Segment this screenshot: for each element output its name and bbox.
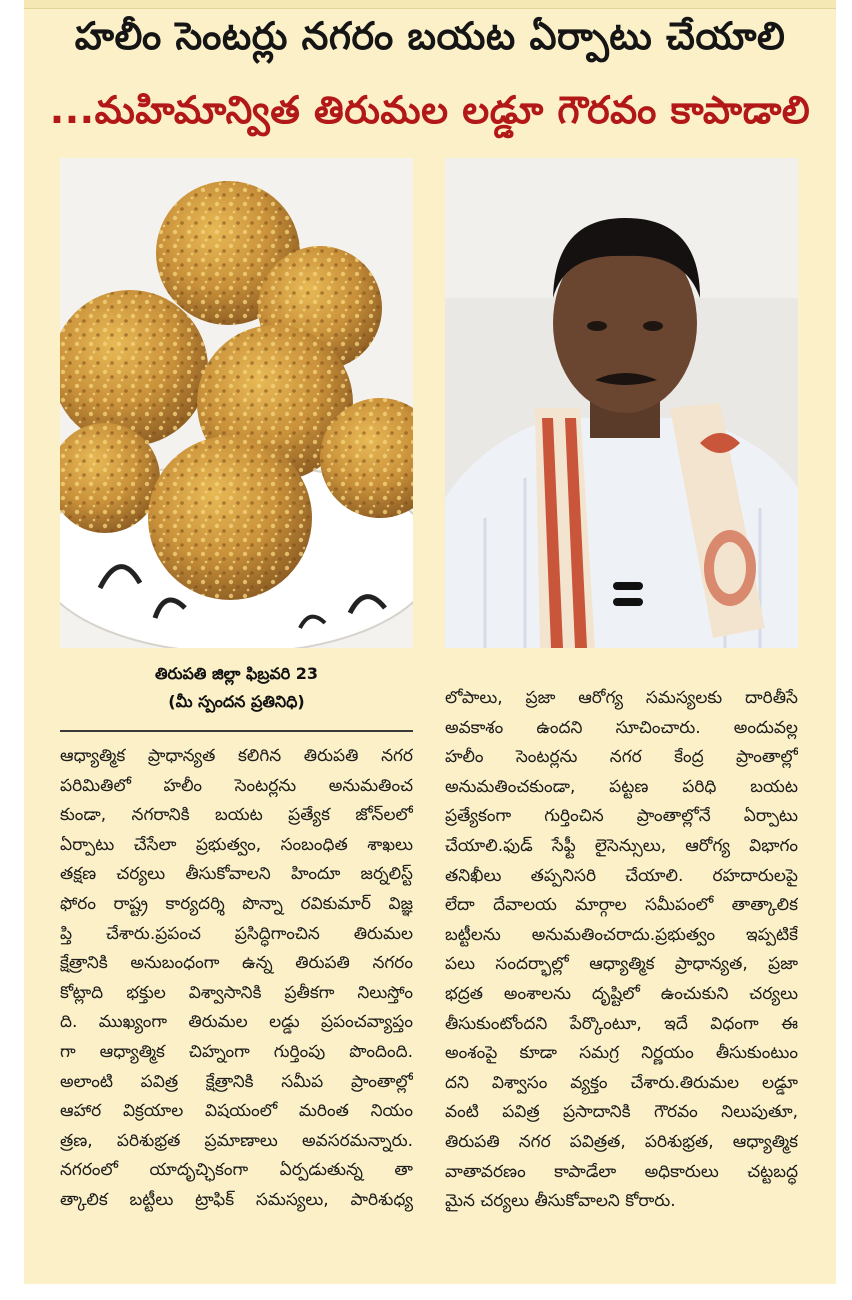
laddu-photo <box>60 158 413 648</box>
text-line: గా ఆధ్యాత్మిక చిహ్నంగా గుర్తింపు పొందింది. <box>60 1041 413 1062</box>
text-line: ఫోరం రాష్ట్ర కార్యదర్శి పొన్నా రవికుమార్ విజ్ఞ <box>60 893 413 914</box>
subheadline: ...మహిమాన్విత తిరుమల లడ్డూ గౌరవం కాపాడాలి <box>49 88 811 132</box>
text-line: వంటి పవిత్ర ప్రసాదానికి గౌరవం నిలుపుతూ, <box>445 1102 798 1123</box>
text-line: ఆహార విక్రయాల విషయంలో మరింత నియం <box>60 1101 413 1122</box>
text-line: వాతావరణం కాపాడేలా అధికారులు చట్టబద్ధ <box>445 1161 798 1182</box>
text-line: లోపాలు, ప్రజా ఆరోగ్య సమస్యలకు దారితీసే <box>445 688 798 708</box>
text-line: పలు సందర్భాల్లో ఆధ్యాత్మిక ప్రాధాన్యత, ప్రజా <box>445 954 798 975</box>
text-line: పరిమితిలో హలీం సెంటర్లను అనుమతించ <box>60 775 413 796</box>
text-line: తిరుపతి నగర పవిత్రత, పరిశుభ్రత, ఆధ్యాత్మిక <box>445 1131 798 1152</box>
article-left-column <box>60 742 413 1216</box>
text-line: త్కాలిక బట్టీలు ట్రాఫిక్ సమస్యలు, పారిశుధ్య <box>60 1189 413 1210</box>
text-line: త్రణ, పరిశుభ్రత ప్రమాణాలు అవసరమన్నారు. <box>60 1130 413 1151</box>
text-line: కుండా, నగరానికి బయట ప్రత్యేక జోన్‌లలో <box>60 805 413 826</box>
text-line: నగరంలో యాదృచ్ఛికంగా ఏర్పడుతున్న తా <box>60 1160 413 1181</box>
text-line: ఆధ్యాత్మిక ప్రాధాన్యత కలిగిన తిరుపతి నగర <box>60 746 413 766</box>
text-line: ది. ముఖ్యంగా తిరుమల లడ్డు ప్రపంచవ్యాప్తం <box>60 1012 413 1033</box>
text-line: అవకాశం ఉందని సూచించారు. అందువల్ల <box>445 717 798 738</box>
text-line: అనుమతించకుండా, పట్టణ పరిధి బయట <box>445 776 798 797</box>
text-line: చేయాలి.ఫుడ్ సేఫ్టీ లైసెన్సులు, ఆరోగ్య విభాగం <box>445 835 798 856</box>
text-line: క్షేత్రానికి అనుబంధంగా ఉన్న తిరుపతి నగరం <box>60 953 413 974</box>
byline-divider <box>60 730 413 732</box>
speaker-photo <box>445 158 798 648</box>
headline: హలీం సెంటర్లు నగరం బయట ఏర్పాటు చేయాలి <box>74 14 786 58</box>
text-line: తీసుకుంటోందని పేర్కొంటూ, ఇదే విధంగా ఈ <box>445 1013 798 1034</box>
text-line: కోట్లాది భక్తుల విశ్వాసానికి ప్రతీకగా నిలుస్తోం <box>60 982 413 1003</box>
byline: (మీ స్పందన ప్రతినిధి) <box>168 692 305 711</box>
text-line: లేదా దేవాలయ మార్గాల సమీపంలో తాత్కాలిక <box>445 895 798 916</box>
text-line: ప్తి చేశారు.ప్రపంచ ప్రసిద్ధిగాంచిన తిరుమల <box>60 923 413 944</box>
text-line: ఏర్పాటు చేసేలా ప్రభుత్వం, సంబంధిత శాఖలు <box>60 834 413 855</box>
text-line: ప్రత్యేకంగా గుర్తించిన ప్రాంతాల్లోనే ఏర్పాటు <box>445 806 798 827</box>
text-line: అంశంపై కూడా సమగ్ర నిర్ణయం తీసుకుంటుం <box>445 1043 798 1064</box>
text-line: హలీం సెంటర్లను నగర కేంద్ర ప్రాంతాల్లో <box>445 747 798 768</box>
text-line: దని విశ్వాసం వ్యక్తం చేశారు.తిరుమల లడ్డూ <box>445 1072 798 1093</box>
text-line: అలాంటి పవిత్ర క్షేత్రానికి సమీప ప్రాంతాల్లో <box>60 1071 413 1092</box>
text-line: భద్రత అంశాలను దృష్టిలో ఉంచుకుని చర్యలు <box>445 983 798 1004</box>
text-line: తక్షణ చర్యలు తీసుకోవాలని హిందూ జర్నలిస్ట్ <box>60 864 413 885</box>
text-line: మైన చర్యలు తీసుకోవాలని కోరారు. <box>445 1191 676 1212</box>
previous-article-strip <box>24 0 836 9</box>
text-line: తనిఖీలు తప్పనిసరి చేయాలి. రహదారులపై <box>445 865 798 886</box>
dateline: తిరుపతి జిల్లా ఫిబ్రవరి 23 <box>154 664 319 683</box>
text-line: బట్టీలను అనుమతించరాదు.ప్రభుత్వం ఇప్పటికే <box>445 924 798 945</box>
article-right-column <box>445 684 798 1217</box>
